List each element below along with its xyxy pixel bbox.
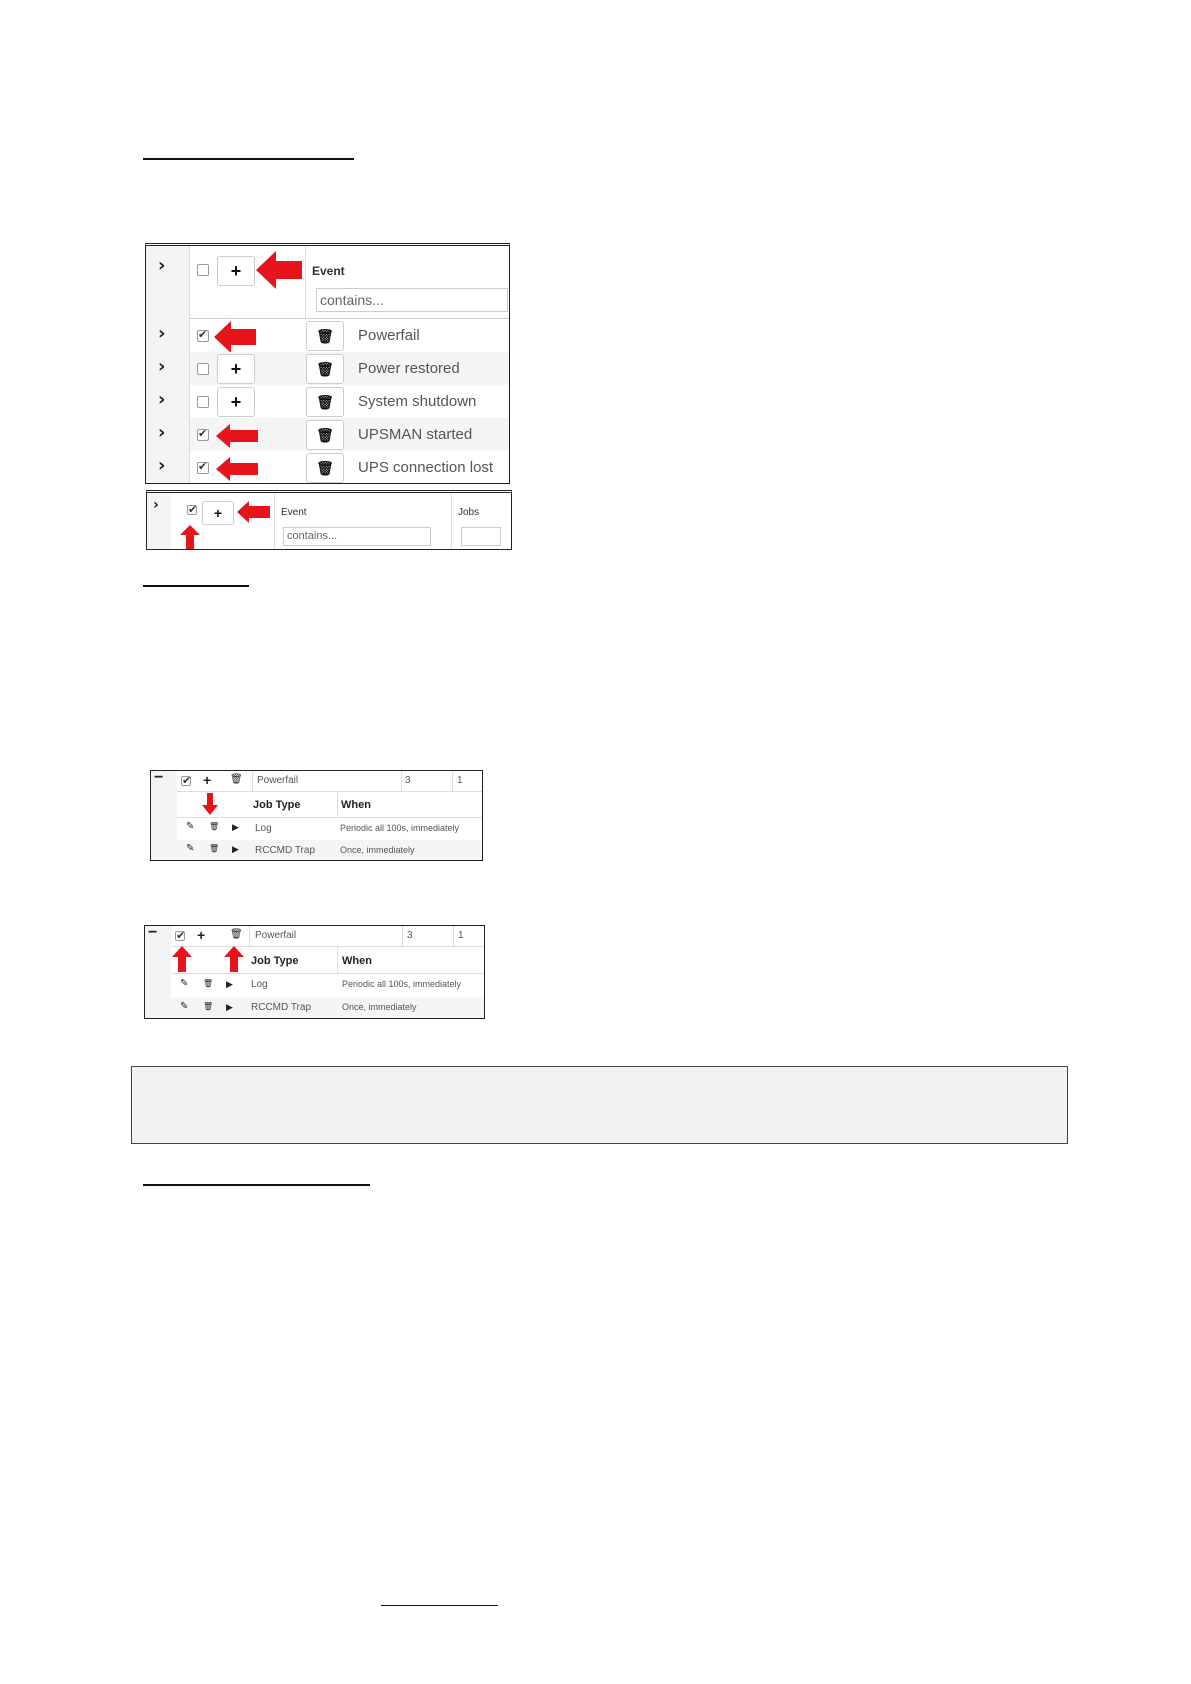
- trash-icon: 🗑: [316, 360, 334, 377]
- jobs-filter-input[interactable]: [461, 527, 501, 546]
- trash-icon[interactable]: 🗑: [203, 1002, 214, 1011]
- job-when: Once, immediately: [342, 1002, 417, 1012]
- add-event-button[interactable]: [217, 256, 255, 286]
- trash-icon[interactable]: 🗑: [209, 822, 220, 831]
- count-a: 3: [405, 775, 411, 786]
- add-event-button[interactable]: [202, 501, 234, 525]
- chevron-right-icon[interactable]: ›: [158, 422, 166, 443]
- select-all-checkbox[interactable]: [187, 505, 197, 515]
- event-filter-input[interactable]: [316, 288, 508, 312]
- column-divider: [453, 926, 454, 946]
- column-header-job-type: Job Type: [251, 955, 299, 967]
- table-row[interactable]: [171, 974, 485, 997]
- trash-icon: 🗑: [316, 459, 334, 476]
- plus-icon: +: [230, 260, 242, 281]
- chevron-right-icon[interactable]: ›: [158, 323, 166, 344]
- section-heading-rule-1: [143, 158, 354, 160]
- plus-icon[interactable]: +: [197, 927, 206, 943]
- arrow-left-icon: [237, 501, 271, 523]
- delete-button[interactable]: [306, 387, 344, 417]
- arrow-down-icon: [202, 793, 218, 815]
- expand-column: [147, 493, 171, 550]
- table-row[interactable]: [171, 997, 485, 1019]
- count-b: 1: [458, 930, 464, 941]
- expanded-event-screenshot: [150, 770, 483, 861]
- row-checkbox[interactable]: [175, 931, 185, 941]
- column-header-event: Event: [312, 264, 345, 278]
- trash-icon[interactable]: 🗑: [209, 844, 220, 853]
- play-icon[interactable]: ▶: [232, 844, 239, 854]
- arrow-left-icon: [256, 251, 304, 289]
- column-header-when: When: [342, 955, 372, 967]
- table-row[interactable]: [190, 385, 510, 418]
- column-divider: [274, 493, 275, 550]
- play-icon[interactable]: ▶: [232, 822, 239, 832]
- job-type: RCCMD Trap: [251, 1002, 312, 1013]
- event-label: UPS connection lost: [358, 459, 494, 476]
- pencil-icon[interactable]: ✎: [180, 1001, 189, 1012]
- select-all-checkbox[interactable]: [197, 264, 209, 276]
- pencil-icon[interactable]: ✎: [186, 843, 195, 854]
- chevron-right-icon[interactable]: ›: [153, 497, 159, 513]
- table-row[interactable]: [177, 818, 483, 840]
- trash-icon: 🗑: [316, 393, 334, 410]
- event-label: Power restored: [358, 360, 460, 377]
- section-heading-rule-3: [143, 1184, 370, 1186]
- event-filter-input[interactable]: [283, 527, 431, 546]
- count-a: 3: [407, 930, 413, 941]
- delete-button[interactable]: [306, 420, 344, 450]
- arrow-up-icon: [172, 946, 192, 972]
- plus-icon: +: [213, 505, 223, 521]
- job-type: Log: [251, 979, 268, 990]
- row-divider: [171, 946, 485, 947]
- chevron-right-icon[interactable]: ›: [158, 455, 166, 476]
- column-divider: [402, 926, 403, 946]
- event-list-screenshot: [145, 243, 510, 484]
- count-b: 1: [457, 775, 463, 786]
- job-type: Log: [255, 823, 272, 834]
- delete-button[interactable]: [306, 354, 344, 384]
- table-row[interactable]: [190, 352, 510, 385]
- play-icon[interactable]: ▶: [226, 1002, 233, 1012]
- trash-icon[interactable]: 🗑: [230, 929, 243, 940]
- column-divider: [249, 926, 250, 946]
- job-when: Periodic all 100s, immediately: [340, 823, 460, 833]
- minus-icon[interactable]: −: [154, 770, 164, 786]
- delete-button[interactable]: [306, 453, 344, 483]
- add-job-button[interactable]: [217, 354, 255, 384]
- filter-placeholder: contains...: [320, 292, 384, 308]
- arrow-up-icon: [180, 525, 200, 549]
- column-header-when: When: [341, 799, 371, 811]
- job-when: Periodic all 100s, immediately: [342, 979, 462, 989]
- chevron-right-icon[interactable]: ›: [158, 255, 166, 276]
- column-divider: [401, 771, 402, 791]
- event-label: UPSMAN started: [358, 426, 473, 443]
- event-header-screenshot: [146, 490, 512, 550]
- event-label: System shutdown: [358, 393, 477, 410]
- trash-icon: 🗑: [316, 327, 334, 344]
- play-icon[interactable]: ▶: [226, 979, 233, 989]
- row-checkbox[interactable]: [181, 776, 191, 786]
- row-checkbox[interactable]: [197, 363, 209, 375]
- pencil-icon[interactable]: ✎: [186, 821, 195, 832]
- add-job-button[interactable]: [217, 387, 255, 417]
- event-label: Powerfail: [358, 327, 420, 344]
- row-checkbox[interactable]: [197, 330, 209, 342]
- chevron-right-icon[interactable]: ›: [158, 389, 166, 410]
- job-type: RCCMD Trap: [255, 845, 316, 856]
- row-checkbox[interactable]: [197, 429, 209, 441]
- minus-icon[interactable]: −: [148, 925, 158, 941]
- arrow-up-icon: [224, 946, 244, 972]
- column-divider: [451, 493, 452, 550]
- plus-icon: +: [230, 391, 242, 412]
- column-header-jobs: Jobs: [458, 507, 480, 518]
- arrow-left-icon: [216, 457, 260, 481]
- event-label: Powerfail: [257, 775, 299, 786]
- delete-button[interactable]: [306, 321, 344, 351]
- pencil-icon[interactable]: ✎: [180, 978, 189, 989]
- trash-icon[interactable]: 🗑: [230, 774, 243, 785]
- column-divider: [252, 771, 253, 791]
- trash-icon[interactable]: 🗑: [203, 979, 214, 988]
- job-when: Once, immediately: [340, 845, 415, 855]
- column-divider: [452, 771, 453, 791]
- trash-icon: 🗑: [316, 426, 334, 443]
- expand-column: [146, 246, 190, 484]
- column-header-job-type: Job Type: [253, 799, 301, 811]
- chevron-right-icon[interactable]: ›: [158, 356, 166, 377]
- row-checkbox[interactable]: [197, 462, 209, 474]
- column-header-event: Event: [281, 507, 307, 518]
- expanded-event-screenshot-2: [144, 925, 485, 1019]
- row-divider: [177, 791, 483, 792]
- row-checkbox[interactable]: [197, 396, 209, 408]
- arrow-left-icon: [216, 424, 260, 448]
- filter-placeholder: contains...: [287, 530, 338, 542]
- table-row[interactable]: [177, 840, 483, 861]
- plus-icon: +: [230, 358, 242, 379]
- footnote-rule: [381, 1605, 498, 1606]
- event-header-divider: [305, 246, 306, 318]
- arrow-left-icon: [214, 321, 258, 353]
- section-heading-rule-2: [143, 585, 249, 587]
- plus-icon[interactable]: +: [203, 772, 212, 788]
- event-label: Powerfail: [255, 930, 297, 941]
- note-box: [131, 1066, 1068, 1144]
